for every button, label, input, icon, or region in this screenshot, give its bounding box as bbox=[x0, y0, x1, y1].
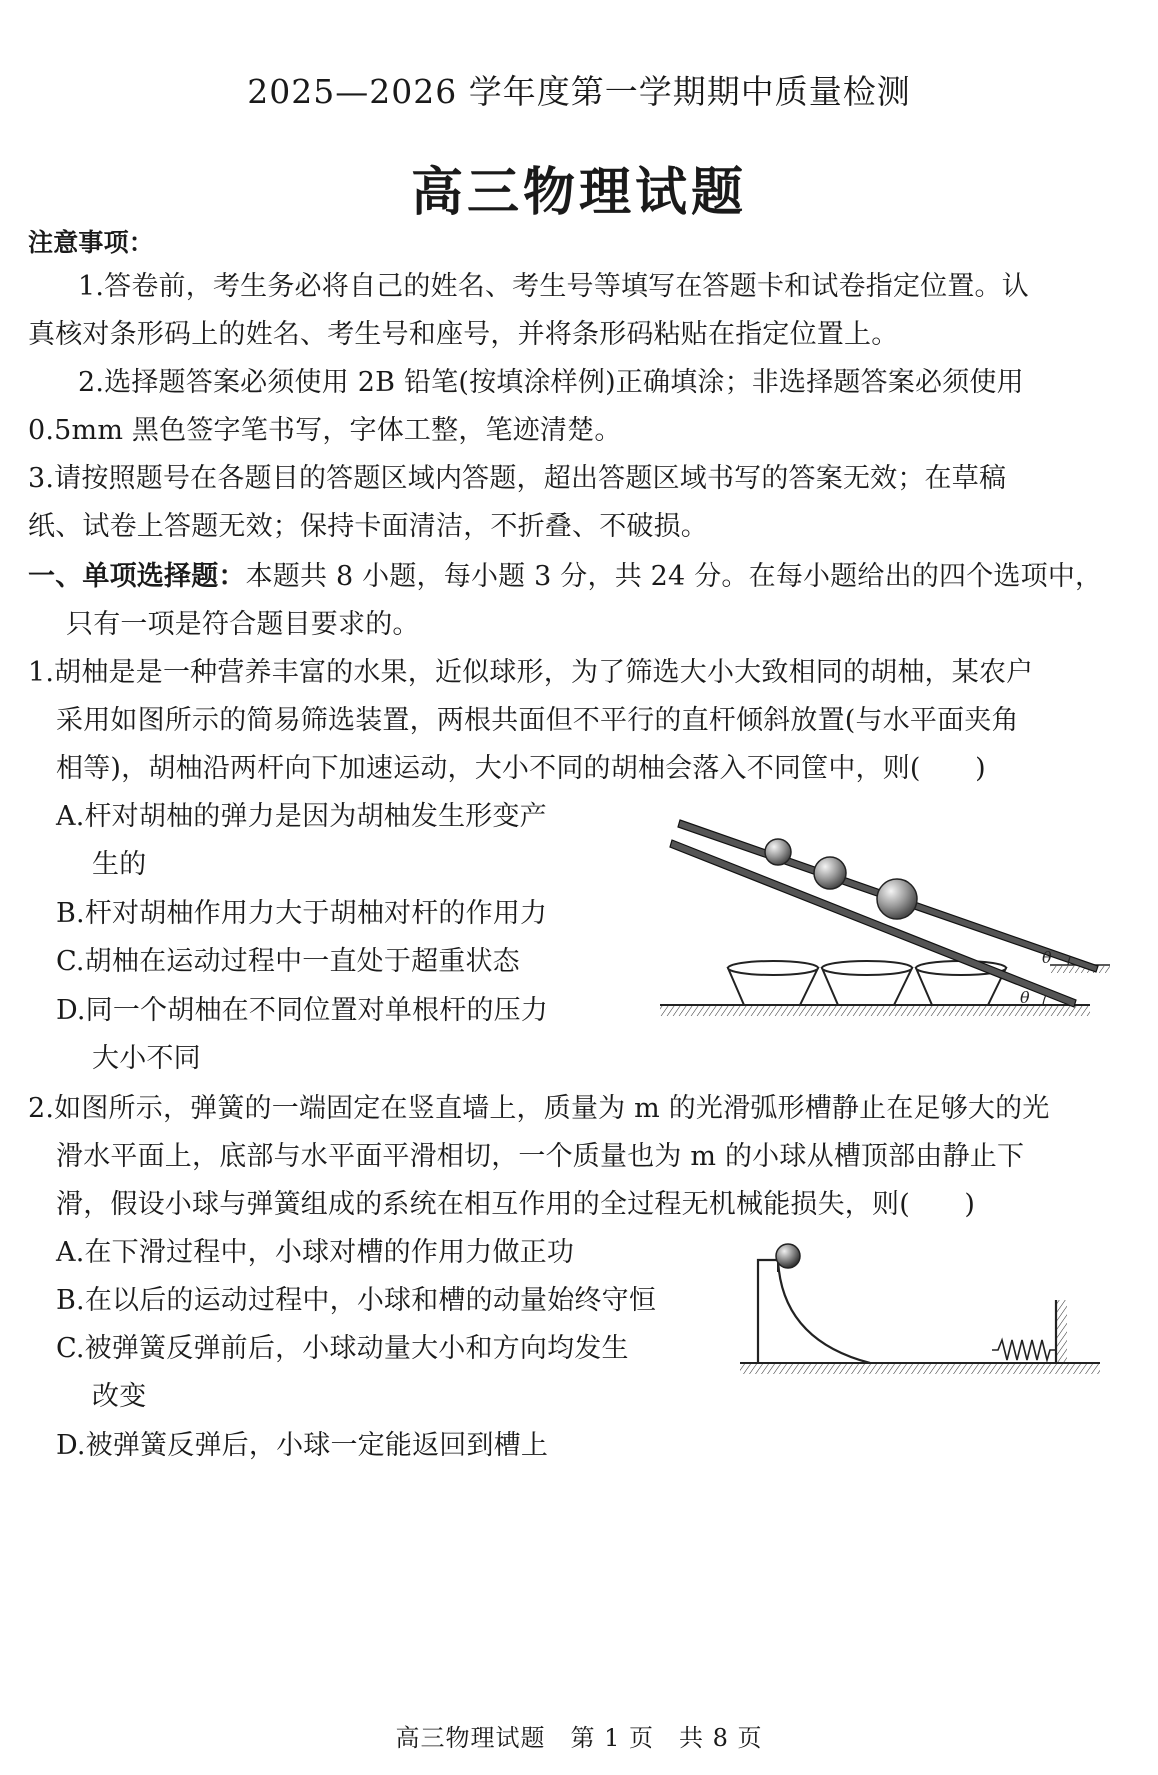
q1-stem-line1: 1.胡柚是是一种营养丰富的水果，近似球形，为了筛选大小大致相同的胡柚，某农户 bbox=[28, 657, 1034, 688]
q1-basket-2-rim bbox=[822, 961, 912, 975]
q2-option-b: B.在以后的运动过程中，小球和槽的动量始终守恒 bbox=[56, 1285, 657, 1316]
q1-angle-label-top: θ bbox=[1042, 948, 1052, 967]
q1-option-b: B.杆对胡柚作用力大于胡柚对杆的作用力 bbox=[56, 898, 548, 929]
q1-ball-small bbox=[765, 839, 791, 865]
notice-item3-line1: 3.请按照题号在各题目的答题区域内答题，超出答题区域书写的答案无效；在草稿 bbox=[28, 463, 1007, 494]
q2-ground-hatch bbox=[740, 1364, 1100, 1374]
q1-stem-line2: 采用如图所示的简易筛选装置，两根共面但不平行的直杆倾斜放置(与水平面夹角 bbox=[56, 705, 1019, 736]
q2-ball bbox=[776, 1244, 800, 1268]
q1-angle-arc-bottom bbox=[1043, 995, 1046, 1005]
q1-option-a-line2: 生的 bbox=[92, 849, 147, 880]
section1-heading: 一、单项选择题： bbox=[28, 561, 246, 592]
q1-ball-medium bbox=[814, 857, 846, 889]
q2-arc-slot bbox=[758, 1260, 870, 1363]
q2-figure bbox=[730, 1230, 1130, 1390]
q2-spring bbox=[992, 1340, 1056, 1360]
notice-item3-line2: 纸、试卷上答题无效；保持卡面清洁，不折叠、不破损。 bbox=[28, 511, 708, 542]
q2-wall-hatch bbox=[1057, 1300, 1067, 1363]
q1-option-c: C.胡柚在运动过程中一直处于超重状态 bbox=[56, 946, 520, 977]
q1-angle-label-bottom: θ bbox=[1020, 988, 1030, 1007]
notice-heading: 注意事项： bbox=[28, 228, 155, 257]
notice-item2-line2: 0.5mm 黑色签字笔书写，字体工整，笔迹清楚。 bbox=[28, 415, 622, 446]
q1-option-d-line1: D.同一个胡柚在不同位置对单根杆的压力 bbox=[56, 995, 549, 1026]
q1-stem-line3: 相等)，胡柚沿两杆向下加速运动，大小不同的胡柚会落入不同筐中，则( ) bbox=[56, 753, 986, 784]
q2-option-c-line1: C.被弹簧反弹前后，小球动量大小和方向均发生 bbox=[56, 1333, 629, 1364]
page-footer: 高三物理试题 第 1 页 共 8 页 bbox=[395, 1724, 763, 1752]
q1-rod-bottom bbox=[670, 840, 1076, 1007]
q2-option-c-line2: 改变 bbox=[92, 1381, 147, 1412]
notice-item1-line1: 1.答卷前，考生务必将自己的姓名、考生号等填写在答题卡和试卷指定位置。认 bbox=[78, 271, 1029, 302]
q1-ground-hatch bbox=[660, 1006, 1090, 1016]
section1-line1 bbox=[28, 560, 1102, 594]
exam-title: 高三物理试题 bbox=[410, 162, 747, 223]
q1-basket-1-rim bbox=[728, 961, 818, 975]
exam-subtitle: 2025—2026 学年度第一学期期中质量检测 bbox=[247, 72, 911, 111]
q1-figure bbox=[650, 800, 1125, 1025]
q2-option-a: A.在下滑过程中，小球对槽的作用力做正功 bbox=[56, 1237, 575, 1268]
notice-item1-line2: 真核对条形码上的姓名、考生号和座号，并将条形码粘贴在指定位置上。 bbox=[28, 319, 899, 350]
q2-stem-line3: 滑，假设小球与弹簧组成的系统在相互作用的全过程无机械能损失，则( ) bbox=[56, 1189, 976, 1220]
notice-item2-line1: 2.选择题答案必须使用 2B 铅笔(按填涂样例)正确填涂；非选择题答案必须使用 bbox=[78, 367, 1024, 398]
q2-stem-line2: 滑水平面上，底部与水平面平滑相切，一个质量也为 m 的小球从槽顶部由静止下 bbox=[56, 1141, 1025, 1172]
q2-option-d: D.被弹簧反弹后，小球一定能返回到槽上 bbox=[56, 1430, 549, 1461]
q1-ball-large bbox=[877, 879, 917, 919]
section1-desc: 本题共 8 小题，每小题 3 分，共 24 分。在每小题给出的四个选项中， bbox=[245, 561, 1103, 592]
q1-option-a-line1: A.杆对胡柚的弹力是因为胡柚发生形变产 bbox=[56, 801, 547, 832]
q2-stem-line1: 2.如图所示，弹簧的一端固定在竖直墙上，质量为 m 的光滑弧形槽静止在足够大的光 bbox=[28, 1093, 1050, 1124]
q1-option-d-line2: 大小不同 bbox=[92, 1043, 201, 1074]
section1-line2: 只有一项是符合题目要求的。 bbox=[66, 609, 420, 640]
